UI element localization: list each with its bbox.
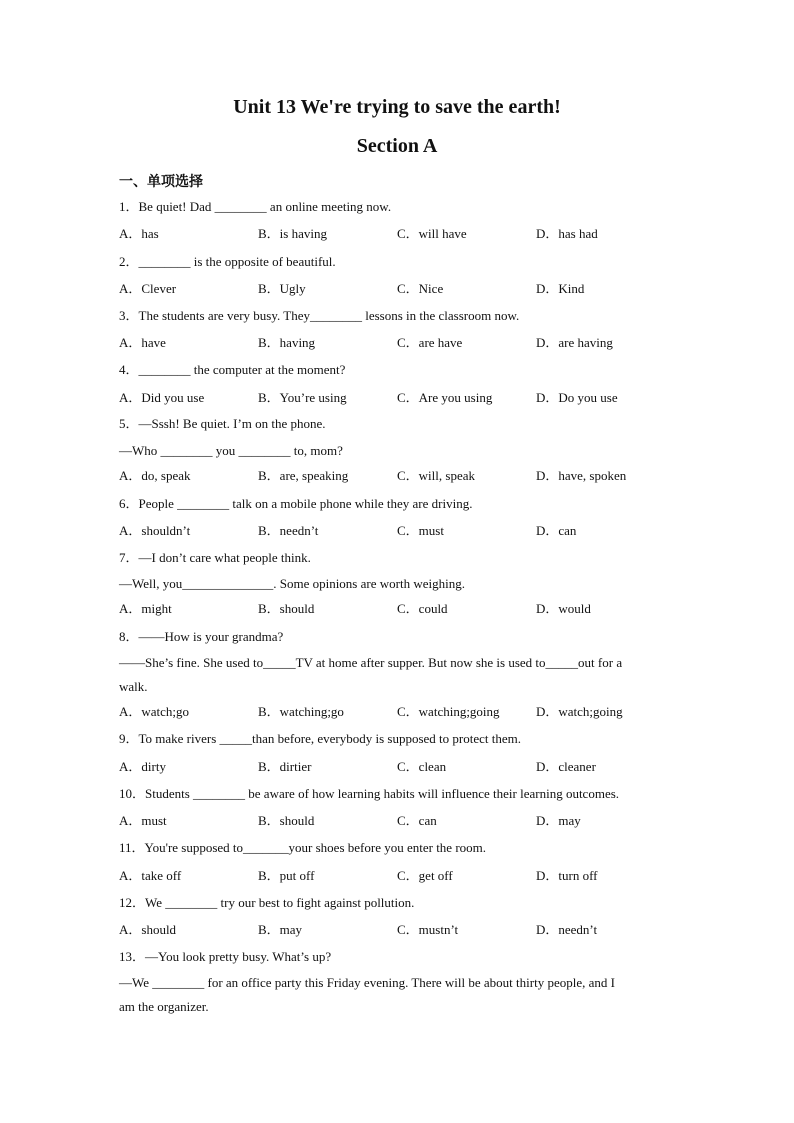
question-text: 6．People ________ talk on a mobile phone while they are driving.	[119, 496, 473, 511]
answer-option-b: B．put off	[258, 868, 315, 883]
question-text: 9．To make rivers _____than before, everybody is supposed to protect them.	[119, 731, 521, 746]
answer-option-c: C．must	[397, 523, 444, 538]
question-text: 13．—You look pretty busy. What’s up?	[119, 949, 332, 964]
answer-option-a: A．take off	[119, 868, 182, 883]
answer-option-c: C．watching;going	[397, 704, 500, 719]
question-text: —We ________ for an office party this Friday evening. There will be about thirty people, and I	[119, 975, 615, 990]
answer-option-d: D．have, spoken	[536, 468, 627, 483]
answer-option-b: B．needn’t	[258, 523, 319, 538]
answer-option-d: D．may	[536, 813, 581, 828]
answer-option-c: C．could	[397, 601, 448, 616]
answer-option-b: B．having	[258, 335, 316, 350]
answer-option-c: C．Nice	[397, 281, 444, 296]
section-title: Section A	[356, 135, 438, 157]
answer-option-d: D．Kind	[536, 281, 585, 296]
answer-option-b: B．should	[258, 813, 315, 828]
question-text: 12．We ________ try our best to fight against pollution.	[119, 895, 415, 910]
answer-option-b: B．You’re using	[258, 390, 347, 405]
question-text: 1．Be quiet! Dad ________ an online meeting now.	[119, 199, 392, 214]
answer-option-c: C．Are you using	[397, 390, 493, 405]
question-text: walk.	[119, 679, 148, 694]
question-text: —Well, you______________. Some opinions are worth weighing.	[119, 576, 465, 591]
answer-option-a: A．must	[119, 813, 167, 828]
question-text: am the organizer.	[119, 999, 209, 1014]
question-text: 11．You're supposed to_______your shoes before you enter the room.	[119, 840, 487, 855]
answer-option-c: C．will have	[397, 226, 467, 241]
answer-option-c: C．clean	[397, 759, 447, 774]
answer-option-a: A．should	[119, 922, 177, 937]
question-text: 4．________ the computer at the moment?	[119, 362, 346, 377]
question-text: 2．________ is the opposite of beautiful.	[119, 254, 336, 269]
answer-option-d: D．watch;going	[536, 704, 623, 719]
answer-option-a: A．watch;go	[119, 704, 190, 719]
answer-option-d: D．Do you use	[536, 390, 618, 405]
question-text: 3．The students are very busy. They________ lessons in the classroom now.	[119, 308, 520, 323]
answer-option-d: D．needn’t	[536, 922, 598, 937]
answer-option-d: D．cleaner	[536, 759, 596, 774]
answer-option-b: B．should	[258, 601, 315, 616]
page-title: Unit 13 We're trying to save the earth!	[233, 96, 561, 118]
answer-option-b: B．watching;go	[258, 704, 344, 719]
answer-option-d: D．are having	[536, 335, 613, 350]
answer-option-c: C．are have	[397, 335, 463, 350]
answer-option-d: D．would	[536, 601, 591, 616]
answer-option-a: A．shouldn’t	[119, 523, 191, 538]
answer-option-c: C．get off	[397, 868, 453, 883]
answer-option-d: D．has had	[536, 226, 598, 241]
answer-option-b: B．is having	[258, 226, 327, 241]
answer-option-a: A．Clever	[119, 281, 177, 296]
question-text: 10．Students ________ be aware of how learning habits will influence their learning outcomes.	[119, 786, 620, 801]
question-text: —Who ________ you ________ to, mom?	[119, 443, 343, 458]
answer-option-c: C．can	[397, 813, 437, 828]
answer-option-a: A．do, speak	[119, 468, 191, 483]
section-heading: 一、单项选择	[119, 174, 203, 190]
answer-option-d: D．can	[536, 523, 577, 538]
question-text: ——She’s fine. She used to_____TV at home after supper. But now she is used to_____out for a	[119, 655, 623, 670]
question-text: 8．——How is your grandma?	[119, 629, 284, 644]
answer-option-c: C．mustn’t	[397, 922, 459, 937]
question-text: 7．—I don’t care what people think.	[119, 550, 311, 565]
answer-option-a: A．has	[119, 226, 159, 241]
answer-option-b: B．Ugly	[258, 281, 306, 296]
answer-option-d: D．turn off	[536, 868, 598, 883]
answer-option-b: B．dirtier	[258, 759, 312, 774]
answer-option-b: B．are, speaking	[258, 468, 349, 483]
answer-option-a: A．dirty	[119, 759, 166, 774]
answer-option-a: A．Did you use	[119, 390, 205, 405]
answer-option-a: A．might	[119, 601, 172, 616]
answer-option-a: A．have	[119, 335, 166, 350]
answer-option-c: C．will, speak	[397, 468, 475, 483]
question-text: 5．—Sssh! Be quiet. I’m on the phone.	[119, 416, 326, 431]
answer-option-b: B．may	[258, 922, 303, 937]
